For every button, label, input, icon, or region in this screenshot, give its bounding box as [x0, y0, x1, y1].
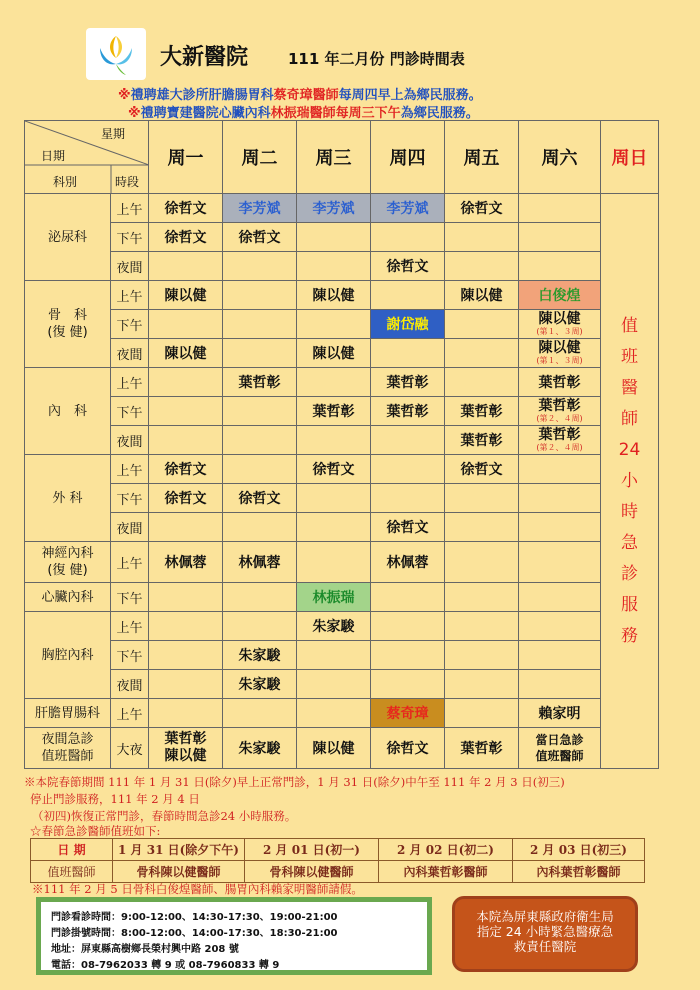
- cell: [223, 455, 297, 484]
- cell: [519, 223, 601, 252]
- cell: 蔡奇璋: [371, 699, 445, 728]
- cell: [371, 670, 445, 699]
- cell: 葉哲彰: [371, 397, 445, 426]
- cell: [445, 484, 519, 513]
- cell: 當日急診 值班醫師: [519, 728, 601, 769]
- clinic-schedule-table: [24, 120, 659, 769]
- cell: [223, 310, 297, 339]
- cell: [371, 641, 445, 670]
- cell: [519, 612, 601, 641]
- cell: 徐哲文: [371, 513, 445, 542]
- slot: 上午: [111, 542, 149, 583]
- ns-doctor: 內科葉哲彰醫師: [379, 861, 513, 883]
- dept-urology: 泌尿科: [25, 194, 111, 281]
- cell: [149, 252, 223, 281]
- cell: [297, 670, 371, 699]
- slot: 夜間: [111, 670, 149, 699]
- dept-chest: 胸腔內科: [25, 612, 111, 699]
- day-sun: 周日: [601, 121, 659, 194]
- sunday-duty-cell: [601, 194, 659, 769]
- ns-date-header: 日 期: [31, 839, 113, 861]
- cell: [445, 670, 519, 699]
- day-wed: 周三: [297, 121, 371, 194]
- slot: 上午: [111, 194, 149, 223]
- cell: 陳以健: [149, 339, 223, 368]
- cell: 葉哲彰: [371, 368, 445, 397]
- slot: 下午: [111, 310, 149, 339]
- cell: [445, 252, 519, 281]
- cell: [519, 583, 601, 612]
- cell: [371, 612, 445, 641]
- cell: [445, 339, 519, 368]
- emergency-badge: 本院為屏東縣政府衛生局 指定 24 小時緊急醫療急 救責任醫院: [452, 896, 638, 972]
- cell: [297, 368, 371, 397]
- cell: [297, 426, 371, 455]
- cell: 徐哲文: [445, 455, 519, 484]
- cell: 陳以健: [297, 281, 371, 310]
- slot: 夜間: [111, 339, 149, 368]
- cell: 朱家駿: [223, 728, 297, 769]
- cell: 陳以健: [297, 339, 371, 368]
- cell: [445, 223, 519, 252]
- schedule-title: 111 年二月份 門診時間表: [288, 50, 465, 68]
- slot: 上午: [111, 699, 149, 728]
- cell: 葉哲彰: [223, 368, 297, 397]
- cell: 李芳斌: [297, 194, 371, 223]
- day-fri: 周五: [445, 121, 519, 194]
- cell: [371, 223, 445, 252]
- corner-slot: 時段: [115, 175, 140, 189]
- cell: 葉哲彰: [297, 397, 371, 426]
- cell: 李芳斌: [223, 194, 297, 223]
- cell: [223, 281, 297, 310]
- cell: 陳以健 (第１、３周): [519, 310, 601, 339]
- cell: 徐哲文: [149, 194, 223, 223]
- ns-date: 2 月 01 日(初一): [245, 839, 379, 861]
- corner-date: 日期: [41, 149, 66, 163]
- cell: 徐哲文: [297, 455, 371, 484]
- cell: [149, 368, 223, 397]
- cell: [371, 426, 445, 455]
- dept-surgery: 外 科: [25, 455, 111, 542]
- cell: 朱家駿: [223, 670, 297, 699]
- cell: 謝岱融: [371, 310, 445, 339]
- dept-neuro: 神經內科 (復 健): [25, 542, 111, 583]
- day-sat: 周六: [519, 121, 601, 194]
- cell: 葉哲彰 (第２、４周): [519, 397, 601, 426]
- cell: [297, 310, 371, 339]
- footer-line-3: （初四)恢復正常門診，春節時間急診24 小時服務。: [32, 809, 297, 823]
- cell: [519, 194, 601, 223]
- hospital-logo: [86, 28, 146, 80]
- slot: 下午: [111, 223, 149, 252]
- cell: [445, 542, 519, 583]
- cell: [519, 455, 601, 484]
- footer-line-2: 停止門診服務，111 年 2 月 4 日: [30, 792, 200, 806]
- cell: 徐哲文: [223, 223, 297, 252]
- ns-date: 2 月 03 日(初三): [513, 839, 645, 861]
- cell: [519, 252, 601, 281]
- slot: 上午: [111, 612, 149, 641]
- cell: [445, 368, 519, 397]
- cell: 徐哲文: [445, 194, 519, 223]
- ns-date: 2 月 02 日(初二): [379, 839, 513, 861]
- cell: [149, 670, 223, 699]
- slot: 夜間: [111, 252, 149, 281]
- slot: 上午: [111, 368, 149, 397]
- cell: 陳以健 (第１、３周): [519, 339, 601, 368]
- cell: [223, 612, 297, 641]
- cell: [297, 513, 371, 542]
- cell: [445, 583, 519, 612]
- dept-internal: 內 科: [25, 368, 111, 455]
- cell: [371, 455, 445, 484]
- cell: 徐哲文: [149, 484, 223, 513]
- registration-hours: 門診掛號時間：8:00-12:00、14:00-17:30、18:30-21:00: [51, 928, 338, 939]
- ns-date: 1 月 31 日(除夕下午): [113, 839, 245, 861]
- cell: 李芳斌: [371, 194, 445, 223]
- cell: 葉哲彰 陳以健: [149, 728, 223, 769]
- cell: 陳以健: [297, 728, 371, 769]
- ns-doctor: 骨科陳以健醫師: [245, 861, 379, 883]
- cell: [149, 612, 223, 641]
- cell: [223, 513, 297, 542]
- header: [0, 0, 700, 120]
- cell: [149, 583, 223, 612]
- cell: [223, 699, 297, 728]
- slot: 下午: [111, 484, 149, 513]
- slot: 下午: [111, 641, 149, 670]
- ns-doctor-header: 值班醫師: [31, 861, 113, 883]
- cell: [297, 252, 371, 281]
- cell: [445, 310, 519, 339]
- slot: 夜間: [111, 426, 149, 455]
- day-mon: 周一: [149, 121, 223, 194]
- cell: 陳以健: [445, 281, 519, 310]
- cell: [519, 484, 601, 513]
- cell: 徐哲文: [371, 252, 445, 281]
- cell: [297, 641, 371, 670]
- cell: 葉哲彰: [445, 426, 519, 455]
- slot: 大夜: [111, 728, 149, 769]
- corner-cell: [25, 121, 149, 194]
- cell: [519, 513, 601, 542]
- cell: 朱家駿: [223, 641, 297, 670]
- cell: [445, 612, 519, 641]
- slot: 夜間: [111, 513, 149, 542]
- cell: [223, 397, 297, 426]
- cell: [519, 670, 601, 699]
- dept-gi: 肝膽胃腸科: [25, 699, 111, 728]
- notice-gi: ※禮聘雄大診所肝膽腸胃科蔡奇璋醫師每周四早上為鄉民服務。: [118, 88, 482, 103]
- dept-ortho: 骨 科 (復 健): [25, 281, 111, 368]
- cell: 林佩蓉: [371, 542, 445, 583]
- day-tue: 周二: [223, 121, 297, 194]
- address: 地址：屏東縣高樹鄉長榮村興中路 208 號: [51, 944, 239, 955]
- cell: [223, 583, 297, 612]
- phone: 電話：08-7962033 轉 9 或 08-7960833 轉 9: [51, 960, 280, 971]
- cell: 徐哲文: [149, 223, 223, 252]
- slot: 下午: [111, 397, 149, 426]
- cell: [223, 426, 297, 455]
- dept-cardio: 心臟內科: [25, 583, 111, 612]
- cell: [445, 513, 519, 542]
- cell: 陳以健: [149, 281, 223, 310]
- cell: [371, 281, 445, 310]
- cell: 白俊煌: [519, 281, 601, 310]
- cell: [297, 223, 371, 252]
- slot: 上午: [111, 281, 149, 310]
- new-year-duty-table: [30, 838, 645, 883]
- corner-dept: 科別: [53, 175, 78, 189]
- cell: 徐哲文: [223, 484, 297, 513]
- cell: [149, 426, 223, 455]
- cell: [297, 699, 371, 728]
- dept-night-er: 夜間急診 值班醫師: [25, 728, 111, 769]
- cell: [149, 310, 223, 339]
- clinic-info-box: [36, 897, 432, 975]
- cell: [223, 252, 297, 281]
- sunday-duty-text: 值 班 醫 師 24 小 時 急 診 服 務: [618, 315, 641, 646]
- cell: 葉哲彰: [445, 397, 519, 426]
- leave-notice: ※111 年 2 月 5 日骨科白俊煌醫師、腸胃內科賴家明醫師請假。: [32, 882, 363, 896]
- cell: 葉哲彰 (第２、４周): [519, 426, 601, 455]
- hospital-name: 大新醫院: [160, 45, 249, 70]
- slot: 下午: [111, 583, 149, 612]
- cell: [371, 339, 445, 368]
- cell: [371, 583, 445, 612]
- cell: 徐哲文: [149, 455, 223, 484]
- cell: 朱家駿: [297, 612, 371, 641]
- cell: [149, 397, 223, 426]
- cell: [297, 484, 371, 513]
- cell: 林振瑞: [297, 583, 371, 612]
- notice-cardio: ※禮聘寶建醫院心臟內科林振瑞醫師每周三下午為鄉民服務。: [128, 106, 479, 121]
- cell: 賴家明: [519, 699, 601, 728]
- slot: 上午: [111, 455, 149, 484]
- cell: [445, 641, 519, 670]
- clinic-hours: 門診看診時間：9:00-12:00、14:30-17:30、19:00-21:00: [51, 912, 338, 923]
- footer-line-4: ☆春節急診醫師值班如下:: [30, 824, 161, 838]
- footer-line-1: ※本院春節期間 111 年 1 月 31 日(除夕)早上正常門診，1 月 31 日(除夕)中午至 111 年 2 月 3 日(初三): [24, 775, 565, 789]
- cell: [519, 542, 601, 583]
- cell: 林佩蓉: [223, 542, 297, 583]
- cell: [371, 484, 445, 513]
- cell: [297, 542, 371, 583]
- ns-doctor: 骨科陳以健醫師: [113, 861, 245, 883]
- cell: [149, 641, 223, 670]
- cell: [149, 699, 223, 728]
- day-thu: 周四: [371, 121, 445, 194]
- cell: [149, 513, 223, 542]
- cell: 葉哲彰: [519, 368, 601, 397]
- cell: 林佩蓉: [149, 542, 223, 583]
- cell: [223, 339, 297, 368]
- cell: [519, 641, 601, 670]
- cell: 葉哲彰: [445, 728, 519, 769]
- ns-doctor: 內科葉哲彰醫師: [513, 861, 645, 883]
- cell: 徐哲文: [371, 728, 445, 769]
- cell: [445, 699, 519, 728]
- corner-week: 星期: [101, 127, 126, 141]
